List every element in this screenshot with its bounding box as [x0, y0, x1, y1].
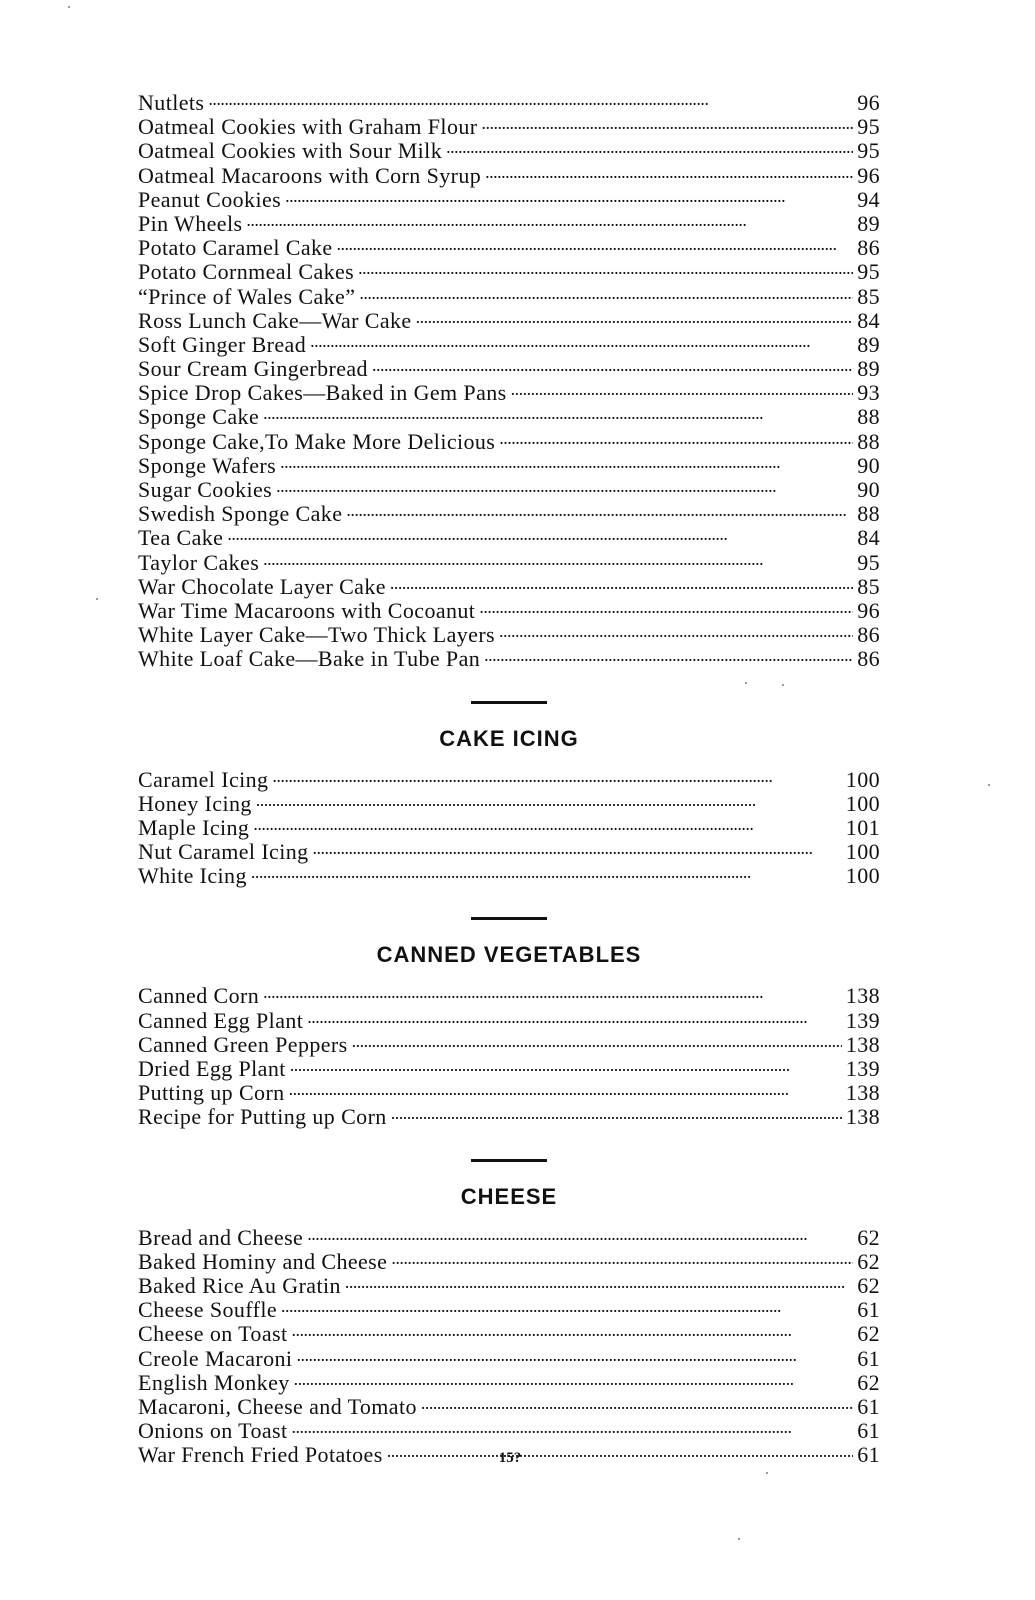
entry-page-number: 95 — [857, 549, 880, 575]
index-entry — [138, 979, 880, 1009]
entry-title: White Icing — [138, 863, 247, 889]
entry-title: Nut Caramel Icing — [138, 839, 309, 865]
dot-leader — [352, 1028, 842, 1052]
dot-leader — [446, 134, 853, 158]
entry-page-number: 138 — [845, 1080, 880, 1106]
index-entry — [138, 618, 880, 648]
index-entry — [138, 521, 880, 551]
entry-title: Peanut Cookies — [138, 186, 282, 212]
index-entry — [138, 1028, 880, 1057]
dot-leader — [337, 231, 854, 255]
entry-title: Oatmeal Cookies with Sour Milk — [138, 138, 443, 164]
entry-title: Sour Cream Gingerbread — [138, 356, 368, 382]
index-entry — [138, 376, 880, 406]
entry-title: Canned Green Peppers — [138, 1031, 348, 1057]
entry-title: Spice Drop Cakes—Baked in Gem Pans — [138, 380, 507, 406]
dot-leader — [346, 497, 853, 521]
dot-leader — [290, 1052, 842, 1076]
entry-title: Dried Egg Plant — [138, 1056, 286, 1081]
entry-title: War Chocolate Layer Cake — [138, 573, 386, 599]
entry-page-number: 95 — [857, 114, 880, 140]
entry-title: Sponge Cake,To Make More Delicious — [138, 428, 496, 454]
entry-title: Potato Caramel Cake — [138, 235, 333, 261]
index-entry — [138, 835, 880, 865]
entry-page-number: 94 — [857, 186, 880, 212]
section-heading: CANNED VEGETABLES — [376, 942, 642, 968]
index-entry — [138, 1221, 880, 1250]
entry-page-number: 62 — [857, 1272, 880, 1298]
index-entry — [138, 1317, 880, 1347]
dot-leader — [307, 1004, 842, 1028]
entry-page-number: 100 — [845, 790, 880, 816]
entry-page-number: 61 — [857, 1345, 880, 1371]
entry-page-number: 90 — [857, 452, 880, 478]
dot-leader — [313, 835, 842, 859]
entry-page-number: 100 — [845, 839, 880, 865]
index-entry — [138, 280, 880, 309]
index-entry — [138, 255, 880, 285]
entry-title: White Loaf Cake—Bake in Tube Pan — [138, 646, 481, 672]
entry-title: “Prince of Wales Cake” — [138, 283, 356, 309]
entry-page-number: 89 — [857, 356, 880, 382]
dot-leader — [281, 1293, 853, 1317]
entry-title: Pin Wheels — [138, 210, 243, 236]
dot-leader — [345, 1269, 853, 1293]
dot-leader — [485, 159, 853, 183]
section-divider — [471, 701, 547, 704]
entry-page-number: 61 — [857, 1442, 880, 1468]
index-entry — [138, 642, 880, 672]
entry-title: Canned Egg Plant — [138, 1007, 304, 1033]
entry-page-number: 101 — [845, 814, 880, 840]
index-entry — [138, 86, 880, 115]
scan-speck — [782, 684, 784, 686]
entry-page-number: 62 — [857, 1369, 880, 1395]
section-heading: CAKE ICING — [439, 725, 579, 751]
entry-page-number: 61 — [857, 1297, 880, 1323]
dot-leader — [499, 618, 853, 642]
entry-page-number: 138 — [845, 1031, 880, 1057]
index-entry — [138, 594, 880, 623]
entry-title: Tea Cake — [138, 525, 224, 551]
index-entry — [138, 546, 880, 575]
entry-title: Bread and Cheese — [138, 1224, 304, 1250]
index-entry — [138, 449, 880, 478]
entry-page-number: 84 — [857, 525, 880, 551]
scan-speck — [68, 6, 70, 8]
index-entry — [138, 400, 880, 430]
entry-title: Nutlets — [138, 90, 205, 115]
section-divider — [471, 1159, 547, 1162]
entry-page-number: 95 — [857, 138, 880, 164]
index-entry — [138, 1100, 880, 1130]
entry-page-number: 85 — [857, 283, 880, 309]
index-entry — [138, 328, 880, 357]
entry-page-number: 138 — [845, 1104, 880, 1130]
entry-title: Sponge Wafers — [138, 452, 277, 478]
entry-page-number: 86 — [857, 646, 880, 672]
entry-page-number: 90 — [857, 477, 880, 502]
entry-page-number: 139 — [845, 1056, 880, 1081]
dot-leader — [280, 449, 853, 473]
entry-title: Potato Cornmeal Cakes — [138, 259, 355, 285]
entry-title: Oatmeal Cookies with Graham Flour — [138, 114, 478, 140]
index-entry — [138, 570, 880, 599]
entry-page-number: 89 — [857, 210, 880, 236]
dot-leader — [358, 255, 853, 279]
dot-leader — [292, 1414, 854, 1438]
dot-leader — [227, 521, 853, 545]
dot-leader — [391, 1245, 853, 1269]
dot-leader — [372, 352, 853, 376]
dot-leader — [256, 787, 842, 811]
dot-leader — [294, 1366, 854, 1390]
dot-leader — [421, 1390, 853, 1414]
entry-title: Onions on Toast — [138, 1418, 288, 1444]
index-entry — [138, 1366, 880, 1395]
dot-leader — [272, 763, 841, 787]
entry-page-number: 62 — [857, 1248, 880, 1274]
index-entry — [138, 787, 880, 816]
dot-leader — [416, 304, 854, 328]
entry-title: Taylor Cakes — [138, 549, 260, 575]
index-page — [138, 86, 880, 1468]
dot-leader — [391, 1100, 842, 1124]
dot-leader — [481, 110, 853, 134]
dot-leader — [387, 1438, 854, 1462]
entry-title: Baked Hominy and Cheese — [138, 1248, 388, 1274]
entry-page-number: 86 — [857, 235, 880, 261]
dot-leader — [511, 376, 854, 400]
dot-leader — [263, 979, 842, 1003]
entry-title: Recipe for Putting up Corn — [138, 1104, 387, 1130]
entry-page-number: 93 — [857, 380, 880, 406]
entry-page-number: 84 — [857, 307, 880, 333]
entry-page-number: 88 — [857, 501, 880, 527]
entry-page-number: 96 — [857, 90, 880, 115]
entry-page-number: 100 — [845, 766, 880, 792]
entry-title: Sponge Cake — [138, 404, 260, 430]
index-entry — [138, 159, 880, 188]
index-entry — [138, 134, 880, 164]
dot-leader — [251, 859, 842, 883]
entry-title: Baked Rice Au Gratin — [138, 1272, 341, 1298]
entry-page-number: 62 — [857, 1321, 880, 1347]
entry-title: War French Fried Potatoes — [138, 1442, 383, 1468]
section-divider — [471, 917, 547, 920]
entry-title: Macaroni, Cheese and Tomato — [138, 1393, 417, 1419]
section-heading: CHEESE — [460, 1183, 558, 1209]
dot-leader — [359, 280, 853, 304]
entry-page-number: 61 — [857, 1418, 880, 1444]
index-entry — [138, 110, 880, 140]
entry-title: Oatmeal Macaroons with Corn Syrup — [138, 162, 482, 188]
index-entry — [138, 425, 880, 454]
index-entry — [138, 763, 880, 792]
index-entry — [138, 304, 880, 333]
scan-speck — [988, 784, 990, 786]
entry-page-number: 85 — [857, 573, 880, 599]
entry-title: Maple Icing — [138, 814, 250, 840]
entry-title: Creole Macaroni — [138, 1345, 293, 1371]
entry-title: Ross Lunch Cake—War Cake — [138, 307, 412, 333]
entry-page-number: 61 — [857, 1393, 880, 1419]
dot-leader — [479, 594, 853, 618]
scan-speck — [766, 1472, 768, 1474]
index-entry — [138, 207, 880, 236]
index-entry — [138, 1269, 880, 1298]
entry-page-number: 88 — [857, 404, 880, 430]
dot-leader — [289, 1076, 842, 1100]
dot-leader — [285, 183, 853, 207]
entry-title: Cheese on Toast — [138, 1321, 288, 1347]
entry-title: Honey Icing — [138, 790, 252, 816]
dot-leader — [253, 811, 841, 835]
entry-page-number: 96 — [857, 162, 880, 188]
entry-title: Caramel Icing — [138, 766, 269, 792]
entry-page-number: 89 — [857, 331, 880, 357]
index-entry — [138, 1245, 880, 1274]
entry-title: Swedish Sponge Cake — [138, 501, 343, 527]
index-entry — [138, 1004, 880, 1033]
dot-leader — [276, 473, 853, 497]
dot-leader — [208, 86, 853, 110]
entry-page-number: 86 — [857, 622, 880, 648]
index-entry — [138, 352, 880, 382]
entry-page-number: 96 — [857, 597, 880, 623]
entry-page-number: 95 — [857, 259, 880, 285]
entry-title: Cheese Souffle — [138, 1297, 277, 1323]
scan-speck — [745, 682, 747, 684]
entry-page-number: 62 — [857, 1224, 880, 1250]
entry-title: White Layer Cake—Two Thick Layers — [138, 622, 496, 648]
index-entry — [138, 1414, 880, 1444]
index-entry — [138, 1293, 880, 1323]
entry-title: Soft Ginger Bread — [138, 331, 307, 357]
entry-title: Canned Corn — [138, 983, 260, 1009]
entry-title: War Time Macaroons with Cocoanut — [138, 597, 476, 623]
entry-page-number: 100 — [845, 863, 880, 889]
index-entry — [138, 1076, 880, 1106]
dot-leader — [307, 1221, 853, 1245]
entry-page-number: 88 — [857, 428, 880, 454]
index-entry — [138, 183, 880, 212]
index-entry — [138, 473, 880, 502]
dot-leader — [291, 1317, 853, 1341]
dot-leader — [246, 207, 853, 231]
dot-leader — [263, 400, 853, 424]
index-entry — [138, 1390, 880, 1419]
dot-leader — [484, 642, 853, 666]
entry-page-number: 139 — [845, 1007, 880, 1033]
scan-speck — [738, 1538, 740, 1540]
index-entry — [138, 1052, 880, 1081]
entry-page-number: 138 — [845, 983, 880, 1009]
page-number: 15? — [498, 1450, 522, 1466]
dot-leader — [499, 425, 853, 449]
dot-leader — [296, 1342, 853, 1366]
index-entry — [138, 1342, 880, 1371]
entry-title: English Monkey — [138, 1369, 290, 1395]
dot-leader — [263, 546, 853, 570]
index-entry — [138, 497, 880, 527]
entry-title: Sugar Cookies — [138, 477, 273, 502]
entry-title: Putting up Corn — [138, 1080, 285, 1106]
index-entry — [138, 231, 880, 261]
dot-leader — [310, 328, 853, 352]
dot-leader — [390, 570, 853, 594]
scan-speck — [96, 598, 98, 600]
